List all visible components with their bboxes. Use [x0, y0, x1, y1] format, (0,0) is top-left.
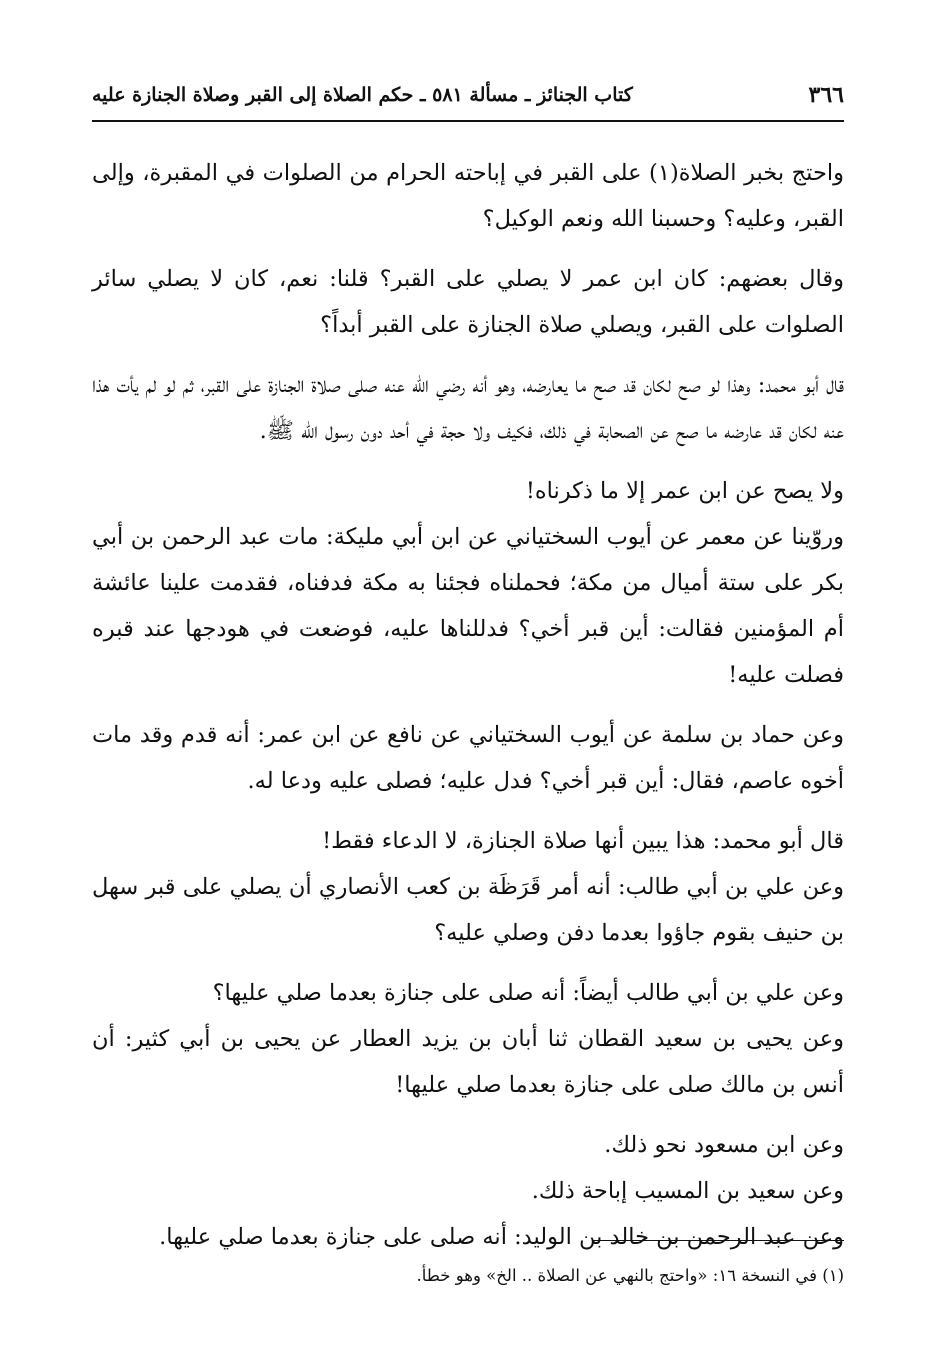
paragraph: واحتج بخبر الصلاة(١) على القبر في إباحته الحرام من الصلوات في المقبرة، وإلى القبر، وعليه؟ وحسبنا الله ونعم الوكيل؟ [92, 160, 844, 232]
running-title: كتاب الجنائز ـ مسألة ٥٨١ ـ حكم الصلاة إلى القبر وصلاة الجنازة عليه [92, 84, 633, 106]
main-text [92, 150, 844, 1260]
paragraph: وعن يحيى بن سعيد القطان ثنا أبان بن يزيد العطار عن يحيى بن أبي كثير: أن أنس بن مالك صلى على جنازة بعدما صلي عليها! [92, 1026, 844, 1098]
page-header [92, 76, 844, 122]
paragraph: قال أبو محمد: هذا يبين أنها صلاة الجنازة، لا الدعاء فقط! [322, 828, 844, 854]
paragraph: وقال بعضهم: كان ابن عمر لا يصلي على القبر؟ قلنا: نعم، كان لا يصلي سائر الصلوات على القبر، ويصلي صلاة الجنازة على القبر أبداً؟ [92, 266, 844, 338]
paragraph: قال أبو محمد: وهذا لو صح لكان قد صح ما يعارضه، وهو أنه رضي الله عنه صلى صلاة الجنازة على القبر، ثم لو لم يأت هذا عنه لكان قد عارضه ما صح عن الصحابة في ذلك، فكيف ولا حجة في أحد دون رسول الله ﷺ. [92, 372, 844, 444]
paragraph: وعن علي بن أبي طالب أيضاً: أنه صلى على جنازة بعدما صلي عليها؟ [212, 980, 844, 1006]
paragraph: وعن عبد الرحمن بن خالد بن الوليد: أنه صلى على جنازة بعدما صلي عليها. [159, 1224, 844, 1250]
footnote: (١) في النسخة ١٦: «واحتج بالنهي عن الصلاة .. الخ» وهو خطأ. [416, 1266, 844, 1285]
paragraph: وعن سعيد بن المسيب إباحة ذلك. [531, 1178, 844, 1204]
page-number: ٣٦٦ [808, 82, 844, 108]
paragraph: ولا يصح عن ابن عمر إلا ما ذكرناه! [525, 478, 844, 504]
paragraph: وروّينا عن معمر عن أيوب السختياني عن ابن أبي مليكة: مات عبد الرحمن بن أبي بكر على ستة أميال من مكة؛ فحملناه فجئنا به مكة فدفناه، فقدمت علينا عائشة أم المؤمنين فقالت: أين قبر أخي؟ فدللناها عليه، فوضعت في هودجها عند قبره فصلت عليه! [92, 524, 844, 688]
paragraph: وعن حماد بن سلمة عن أيوب السختياني عن نافع عن ابن عمر: أنه قدم وقد مات أخوه عاصم، فقال: أين قبر أخي؟ فدل عليه؛ فصلى عليه ودعا له. [92, 722, 844, 794]
paragraph: وعن علي بن أبي طالب: أنه أمر قَرَظَة بن كعب الأنصاري أن يصلي على قبر سهل بن حنيف بقوم جاؤوا بعدما دفن وصلي عليه؟ [92, 874, 844, 946]
footnote-divider [592, 1240, 844, 1241]
paragraph: وعن ابن مسعود نحو ذلك. [604, 1132, 844, 1158]
